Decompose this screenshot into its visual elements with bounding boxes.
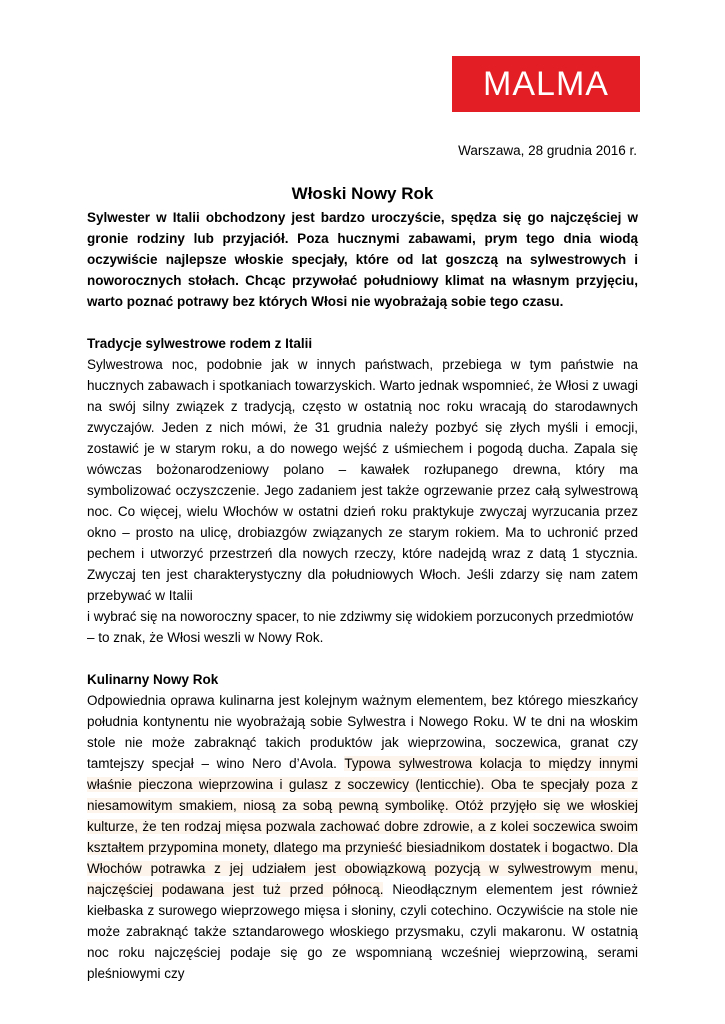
traditions-paragraph-main: Sylwestrowa noc, podobnie jak w innych państwach, przebiega w tym państwie na hucznych zabawach i spotkaniach towarzyskich. Warto jednak wspomnieć, że Włosi z uwagi na swój silny związek z tradycją, często w ostatnią noc roku wracają do starodawnych zwyczajów. Jeden z nich mówi, że 31 grudnia należy pozbyć się złych myśli i emocji, zostawić je w starym roku, a do nowego wejść z uśmiechem i pogodą ducha. Zapala się wówczas bożonarodzeniowy polano – kawałek rozłupanego drewna, który ma symbolizować oczyszczenie. Jego zadaniem jest także ogrzewanie przez całą sylwestrową noc. Co więcej, wielu Włochów w ostatni dzień roku praktykuje zwyczaj wyrzucania przez okno – prosto na ulicę, drobiazgów związanych ze starym rokiem. Ma to uchronić przed pechem i utworzyć przestrzeń dla nowych rzeczy, które nadejdą wraz z datą 1 stycznia. Zwyczaj ten jest charakterystyczny dla południowych Włoch. Jeśli zdarzy się nam zatem przebywać w Italii [87,357,638,603]
article-lead: Sylwester w Italii obchodzony jest bardzo uroczyście, spędza się go najczęściej w gronie rodziny lub przyjaciół. Poza hucznymi zabawami, prym tego dnia wiodą oczywiście najlepsze włoskie specjały, które od lat goszczą na sylwestrowych i noworocznych stołach. Chcąc przywołać południowy klimat na własnym przyjęciu, warto poznać potrawy bez których Włosi nie wyobrażają sobie tego czasu. [87,210,638,309]
section-body-culinary [87,690,638,984]
logo-text: MALMA [483,64,609,103]
culinary-text-highlight: Typowa sylwestrowa kolacja to między innymi właśnie pieczona wieprzowina i gulasz z soczewicy (lenticchie). Oba te specjały poza z niesamowitym smakiem, niosą za sobą pewną symbolikę. Otóż przyjęło się we włoskiej kulturze, że ten rodzaj mięsa pozwala zachować dobre zdrowie, a z kolei soczewica swoim kształtem przypomina monety, dlatego ma przynieść biesiadnikom dostatek i bogactwo. Dla Włochów potrawka z jej udziałem jest obowiązkową pozycją w sylwestrowym menu, najczęściej podawana jest tuż przed północą. [87,756,638,897]
article-title: Włoski Nowy Rok [291,184,434,203]
section-heading-culinary: Kulinarny Nowy Rok [87,672,219,687]
culinary-text-end: Nieodłącznym elementem jest również kiełbaska z surowego wieprzowego mięsa i słoniny, czyli cotechino. Oczywiście na stole nie może zabraknąć także sztandarowego włoskiego przysmaku, czyli makaronu. W ostatnią noc roku najczęściej podaje się go ze wspomnianą wcześniej wieprzowiną, serami pleśniowymi czy [87,882,638,981]
section-body-traditions [87,354,638,606]
document-date: Warszawa, 28 grudnia 2016 r. [458,143,637,158]
culinary-text-start: Odpowiednia oprawa kulinarna jest kolejnym ważnym elementem, bez którego mieszkańcy południa kontynentu nie wyobrażają sobie Sylwestra i Nowego Roku. W te dni na włoskim stole nie może zabraknąć takich produktów jak wieprzowina, soczewica, granat czy tamtejszy specjał – wino Nero d’Avola. [87,693,638,771]
malma-logo [452,56,640,112]
traditions-paragraph-tail: i wybrać się na noworoczny spacer, to nie zdziwmy się widokiem porzuconych przedmiotów – to znak, że Włosi weszli w Nowy Rok. [87,609,634,645]
section-heading-traditions: Tradycje sylwestrowe rodem z Italii [87,336,313,351]
article [87,184,638,984]
